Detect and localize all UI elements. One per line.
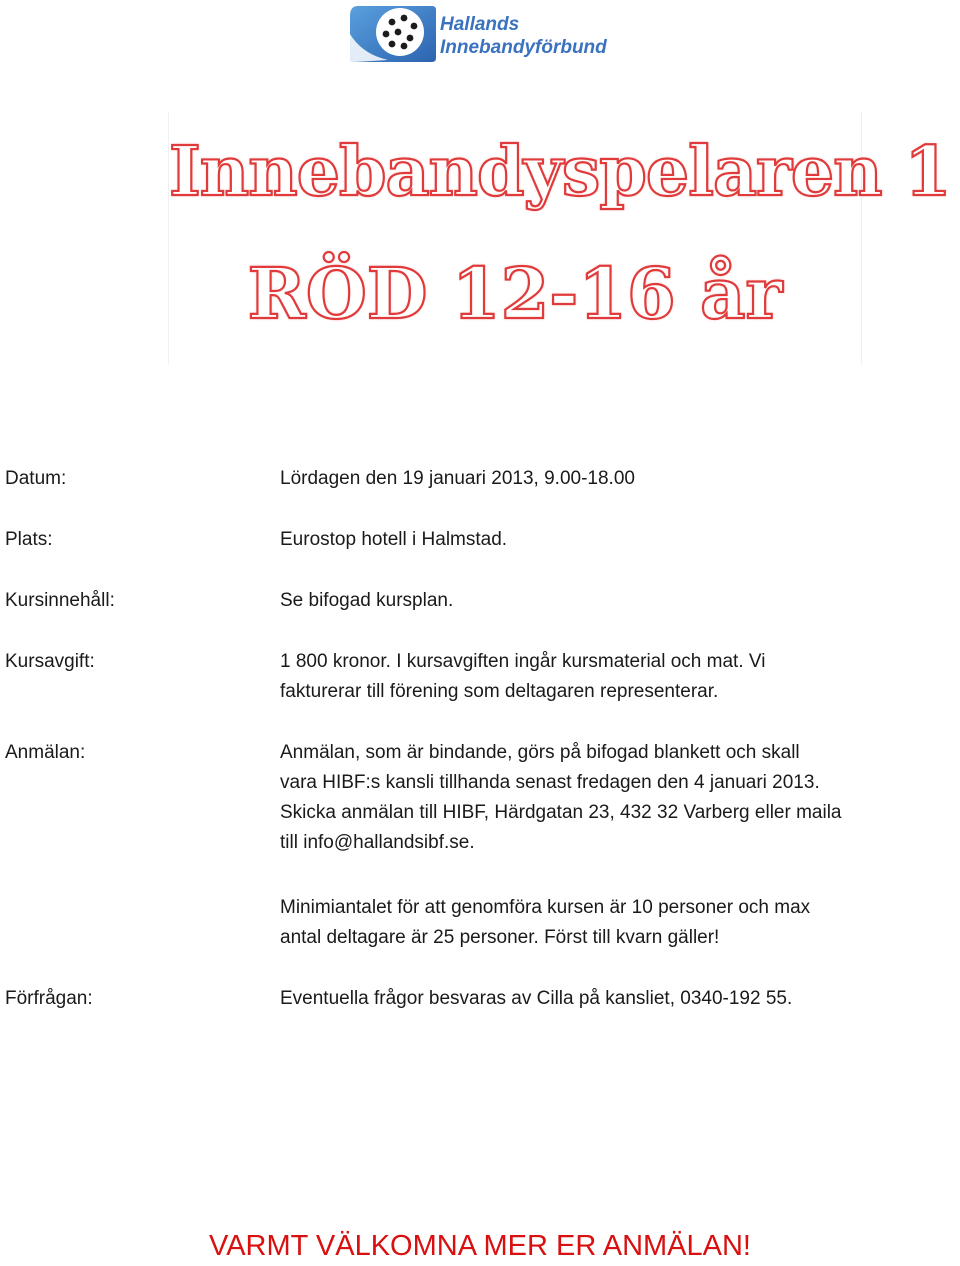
logo xyxy=(348,4,628,64)
kursavgift-line: fakturerar till förening som deltagaren representerar. xyxy=(280,681,719,702)
logo-text-innebandyforbund: Innebandyförbund xyxy=(440,37,607,58)
forfragan-label: Förfrågan: xyxy=(5,988,93,1009)
welcome-footer: VARMT VÄLKOMNA MER ER ANMÄLAN! xyxy=(209,1230,751,1262)
kursavgift-label: Kursavgift: xyxy=(5,651,95,672)
anmalan-line: vara HIBF:s kansli tillhanda senast fredagen den 4 januari 2013. xyxy=(280,772,820,793)
banner-subtitle: RÖD 12-16 år xyxy=(247,252,783,335)
banner-title: Innebandyspelaren 1 xyxy=(169,132,951,212)
anmalan-line: Skicka anmälan till HIBF, Härdgatan 23, 432 32 Varberg eller maila xyxy=(280,802,842,823)
kursinnehall-value: Se bifogad kursplan. xyxy=(280,590,454,611)
kursinnehall-label: Kursinnehåll: xyxy=(5,590,115,611)
anmalan-line: Anmälan, som är bindande, görs på bifogad blankett och skall xyxy=(280,742,800,763)
datum-label: Datum: xyxy=(5,468,67,489)
anmalan-label: Anmälan: xyxy=(5,742,86,763)
anmalan-value xyxy=(280,738,956,858)
minimum-line: Minimiantalet för att genomföra kursen är 10 personer och max xyxy=(280,897,811,918)
minimum-value xyxy=(280,893,956,953)
forfragan-value: Eventuella frågor besvaras av Cilla på kansliet, 0340-192 55. xyxy=(280,988,793,1009)
plats-value: Eurostop hotell i Halmstad. xyxy=(280,529,508,550)
kursavgift-line: 1 800 kronor. I kursavgiften ingår kursmaterial och mat. Vi xyxy=(280,651,766,672)
anmalan-email-line: till info@hallandsibf.se. xyxy=(280,832,475,853)
kursavgift-value xyxy=(280,647,956,707)
floorball-ball-icon xyxy=(348,4,438,64)
datum-value: Lördagen den 19 januari 2013, 9.00-18.00 xyxy=(280,468,635,489)
title-banner xyxy=(168,112,951,365)
plats-label: Plats: xyxy=(5,529,53,550)
minimum-line: antal deltagare är 25 personer. Först till kvarn gäller! xyxy=(280,927,720,948)
logo-text-hallands: Hallands xyxy=(440,14,520,35)
